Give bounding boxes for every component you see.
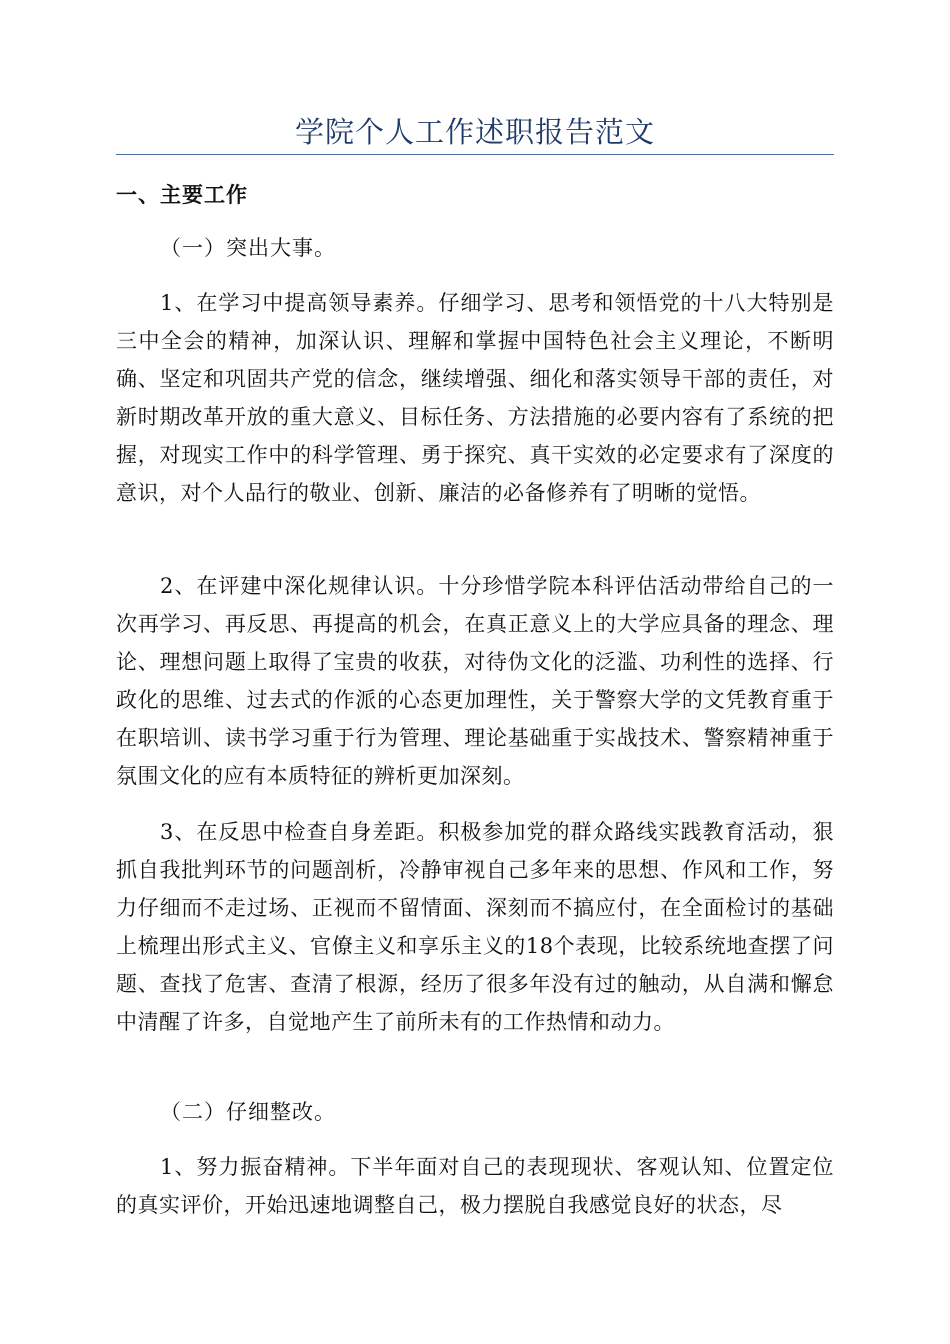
section-heading: 一、主要工作 <box>116 182 248 207</box>
subsection-heading-1: （一）突出大事。 <box>160 236 336 260</box>
paragraph-1: 1、在学习中提高领导素养。仔细学习、思考和领悟党的十八大特别是三中全会的精神，加深认识、理解和掌握中国特色社会主义理论，不断明确、坚定和巩固共产党的信念，继续增强、细化和落实领导干部的责任，对新时期改革开放的重大意义、目标任务、方法措施的必要内容有了系统的把握，对现实工作中的科学管理、勇于探究、真干实效的必定要求有了深度的意识，对个人品行的敬业、创新、廉洁的必备修养有了明晰的觉悟。 <box>116 291 834 505</box>
paragraph-4: 1、努力振奋精神。下半年面对自己的表现现状、客观认知、位置定位的真实评价，开始迅速地调整自己，极力摆脱自我感觉良好的状态，尽 <box>116 1155 834 1217</box>
paragraph-3: 3、在反思中检查自身差距。积极参加党的群众路线实践教育活动，狠抓自我批判环节的问题剖析，冷静审视自己多年来的思想、作风和工作，努力仔细而不走过场、正视而不留情面、深刻而不搞应付，在全面检讨的基础上梳理出形式主义、官僚主义和享乐主义的18个表现，比较系统地查摆了问题、查找了危害、查清了根源，经历了很多年没有过的触动，从自满和懈怠中清醒了许多，自觉地产生了前所未有的工作热情和动力。 <box>116 820 834 1034</box>
subsection-heading-2: （二）仔细整改。 <box>160 1100 336 1124</box>
title-underline <box>116 154 834 155</box>
document-title: 学院个人工作述职报告范文 <box>294 115 655 149</box>
paragraph-2: 2、在评建中深化规律认识。十分珍惜学院本科评估活动带给自己的一次再学习、再反思、再提高的机会，在真正意义上的大学应具备的理念、理论、理想问题上取得了宝贵的收获，对待伪文化的泛滥、功利性的选择、行政化的思维、过去式的作派的心态更加理性，关于警察大学的文凭教育重于在职培训、读书学习重于行为管理、理论基础重于实战技术、警察精神重于氛围文化的应有本质特征的辨析更加深刻。 <box>116 574 834 788</box>
